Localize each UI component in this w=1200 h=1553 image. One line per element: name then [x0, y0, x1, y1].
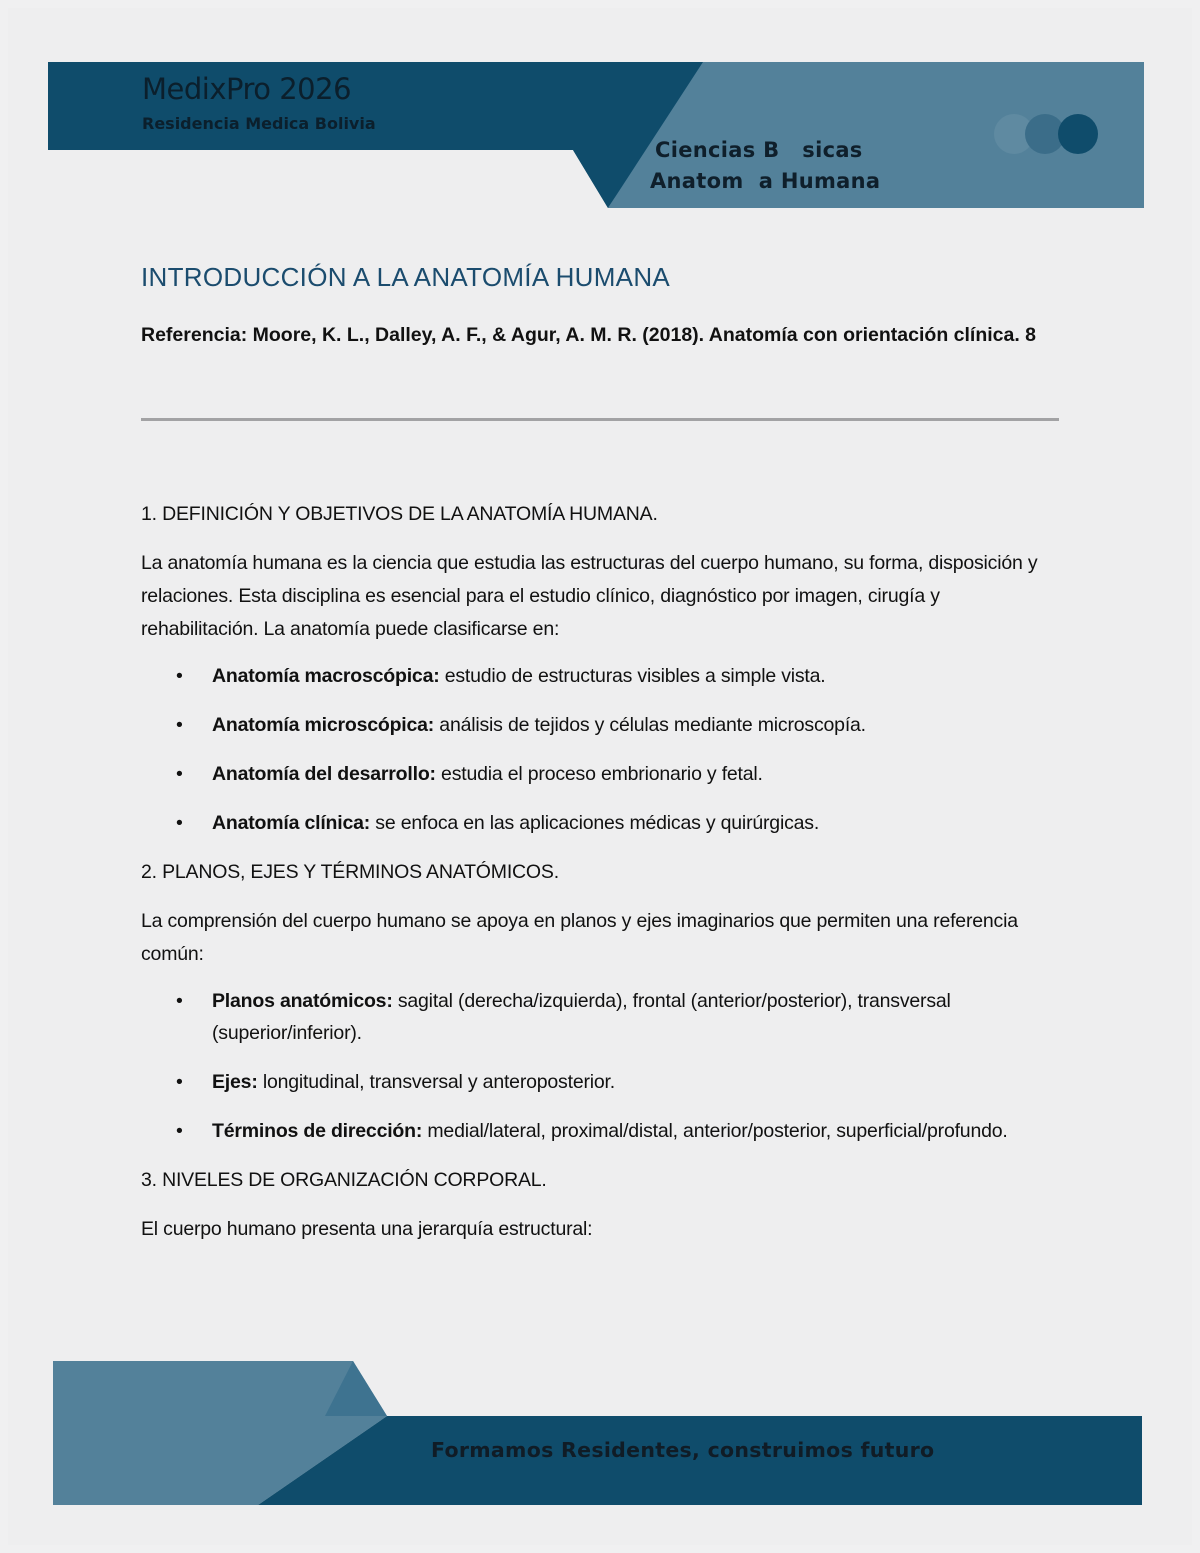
- bullet-icon: •: [176, 1071, 183, 1093]
- document-body: [141, 498, 1059, 1260]
- footer-tagline: Formamos Residentes, construimos futuro: [431, 1438, 935, 1462]
- horizontal-divider: [141, 418, 1059, 421]
- list-item-term: Ejes:: [212, 1071, 258, 1093]
- document-title: INTRODUCCIÓN A LA ANATOMÍA HUMANA: [141, 262, 671, 292]
- bullet-icon: •: [176, 990, 183, 1012]
- header-circle-right: [1058, 114, 1098, 154]
- section-1-intro: La anatomía humana es la ciencia que estudia las estructuras del cuerpo humano, su forma, disposición y relaciones. Esta disciplina es esencial para el estudio clínico, diagnóstico por imagen, cirugía y rehabilitación. La anatomía puede clasificarse en:: [141, 552, 1038, 640]
- bullet-icon: •: [176, 714, 183, 736]
- list-item-term: Anatomía del desarrollo:: [212, 763, 436, 785]
- list-item-text: análisis de tejidos y células mediante microscopía.: [434, 714, 866, 736]
- section-heading-1: 1. DEFINICIÓN Y OBJETIVOS DE LA ANATOMÍA HUMANA.: [141, 503, 658, 525]
- section-heading-2: 2. PLANOS, EJES Y TÉRMINOS ANATÓMICOS.: [141, 861, 559, 883]
- list-item: [141, 807, 1059, 839]
- list-item: [141, 1115, 1059, 1147]
- list-item-text: estudia el proceso embrionario y fetal.: [435, 763, 763, 785]
- list-item: [141, 1066, 1059, 1098]
- list-item-term: Anatomía microscópica:: [212, 714, 435, 736]
- section-3-intro: El cuerpo humano presenta una jerarquía estructural:: [141, 1218, 593, 1240]
- list-item: [141, 660, 1059, 692]
- list-item-term: Planos anatómicos:: [212, 990, 393, 1012]
- list-item-text: longitudinal, transversal y anteroposterior.: [257, 1071, 615, 1093]
- list-item-term: Anatomía macroscópica:: [212, 665, 440, 687]
- section-2-list: [141, 985, 1059, 1147]
- list-item-text: estudio de estructuras visibles a simple vista.: [439, 665, 826, 687]
- banner-topic: Anatom a Humana: [650, 169, 881, 193]
- reference-citation: Referencia: Moore, K. L., Dalley, A. F., & Agur, A. M. R. (2018). Anatomía con orientación clínica. 8: [141, 324, 1037, 346]
- brand-title: MedixPro 2026: [142, 72, 352, 106]
- bullet-icon: •: [176, 665, 183, 687]
- section-1-list: [141, 660, 1059, 839]
- section-2-intro: La comprensión del cuerpo humano se apoya en planos y ejes imaginarios que permiten una referencia común:: [141, 910, 1018, 965]
- list-item-text: sagital (derecha/izquierda), frontal (anterior/posterior), transversal (superior/inferior).: [212, 990, 951, 1044]
- list-item: [141, 709, 1059, 741]
- bullet-icon: •: [176, 812, 183, 834]
- footer-banner: [53, 1358, 1142, 1508]
- banner-subject: Ciencias B sicas: [655, 138, 863, 162]
- list-item-text: se enfoca en las aplicaciones médicas y quirúrgicas.: [370, 812, 820, 834]
- bullet-icon: •: [176, 763, 183, 785]
- list-item-text: medial/lateral, proximal/distal, anterior/posterior, superficial/profundo.: [422, 1120, 1008, 1142]
- list-item: [141, 985, 1059, 1049]
- list-item: [141, 758, 1059, 790]
- bullet-icon: •: [176, 1120, 183, 1142]
- list-item-term: Términos de dirección:: [212, 1120, 423, 1142]
- section-heading-3: 3. NIVELES DE ORGANIZACIÓN CORPORAL.: [141, 1169, 547, 1191]
- list-item-term: Anatomía clínica:: [212, 812, 371, 834]
- brand-subtitle: Residencia Medica Bolivia: [142, 114, 376, 133]
